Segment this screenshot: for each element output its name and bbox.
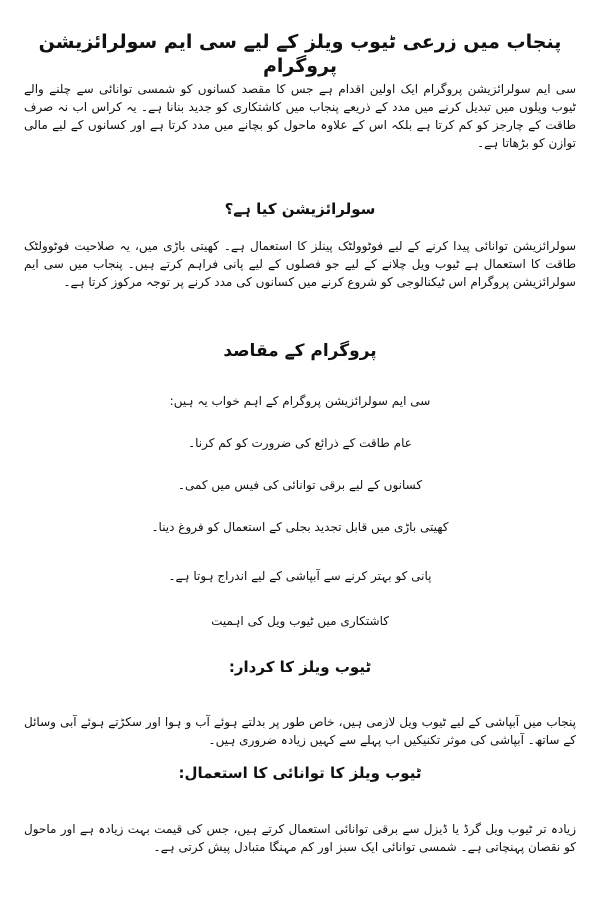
tubewell-role-paragraph: پنجاب میں آبپاشی کے لیے ٹیوب ویل لازمی ہیں، خاص طور پر بدلتے ہوئے آب و ہوا اور سکڑتے ہوئے آبی وسائل کے ساتھ۔ آبپاشی کی موثر تکنیکیں اب پہلے سے کہیں زیادہ ضروری ہیں۔: [24, 715, 576, 747]
solarization-paragraph: سولرائزیشن توانائی پیدا کرنے کے لیے فوٹوولٹک پینلز کا استعمال ہے۔ کھیتی باڑی میں، یہ صلاحیت فوٹوولٹک طاقت کا استعمال ہے ٹیوب ویل چلانے کے لیے جو فصلوں کے لیے پانی فراہم کرتے ہیں۔ پنجاب میں سی ایم سولرائزیشن پروگرام اس ٹیکنالوجی کو شروع کرنے میں کسانوں کی مدد کرنے پر توجہ مرکوز کرتا ہے۔: [24, 239, 576, 289]
objective-item: پانی کو بہتر کرنے سے آبپاشی کے لیے اندراج ہوتا ہے۔: [168, 569, 432, 583]
objectives-intro: سی ایم سولرائزیشن پروگرام کے اہم خواب یہ ہیں:: [169, 394, 431, 408]
objective-item: کاشتکاری میں ٹیوب ویل کی اہمیت: [211, 614, 389, 628]
section-heading-objectives: پروگرام کے مقاصد: [223, 341, 377, 361]
objective-item: عام طاقت کے ذرائع کی ضرورت کو کم کرنا۔: [188, 436, 412, 450]
section-heading-solarization: سولرائزیشن کیا ہے؟: [224, 200, 376, 218]
objective-item: کسانوں کے لیے برقی توانائی کی فیس میں کمی۔: [177, 478, 423, 492]
section-heading-energy-use: ٹیوب ویلز کا توانائی کا استعمال:: [178, 764, 422, 782]
energy-use-paragraph: زیادہ تر ٹیوب ویل گرڈ یا ڈیزل سے برقی توانائی استعمال کرتے ہیں، جس کی قیمت بہت زیادہ ہے اور ماحول کو نقصان پہنچاتی ہے۔ شمسی توانائی ایک سبز اور کم مہنگا متبادل پیش کرتی ہے۔: [24, 822, 576, 854]
page-title: پنجاب میں زرعی ٹیوب ویلز کے لیے سی ایم سولرائزیشن پروگرام: [38, 31, 562, 77]
objective-item: کھیتی باڑی میں قابل تجدید بجلی کے استعمال کو فروغ دینا۔: [151, 520, 449, 534]
intro-paragraph: سی ایم سولرائزیشن پروگرام ایک اولین اقدام ہے جس کا مقصد کسانوں کو شمسی توانائی سے چلنے والے ٹیوب ویلوں میں تبدیل کرنے میں مدد کے ذریعے پنجاب میں کاشتکاری کو جدید بنانا ہے۔ یہ کراس اب نہ صرف طاقت کے چارجز کو کم کرتا ہے بلکہ اس کے علاوہ ماحول کو بچانے میں مدد کرتا ہے اور کسانوں کے لیے مالی توازن کو بڑھاتا ہے۔: [24, 82, 576, 150]
section-heading-tubewell-role: ٹیوب ویلز کا کردار:: [228, 658, 372, 676]
